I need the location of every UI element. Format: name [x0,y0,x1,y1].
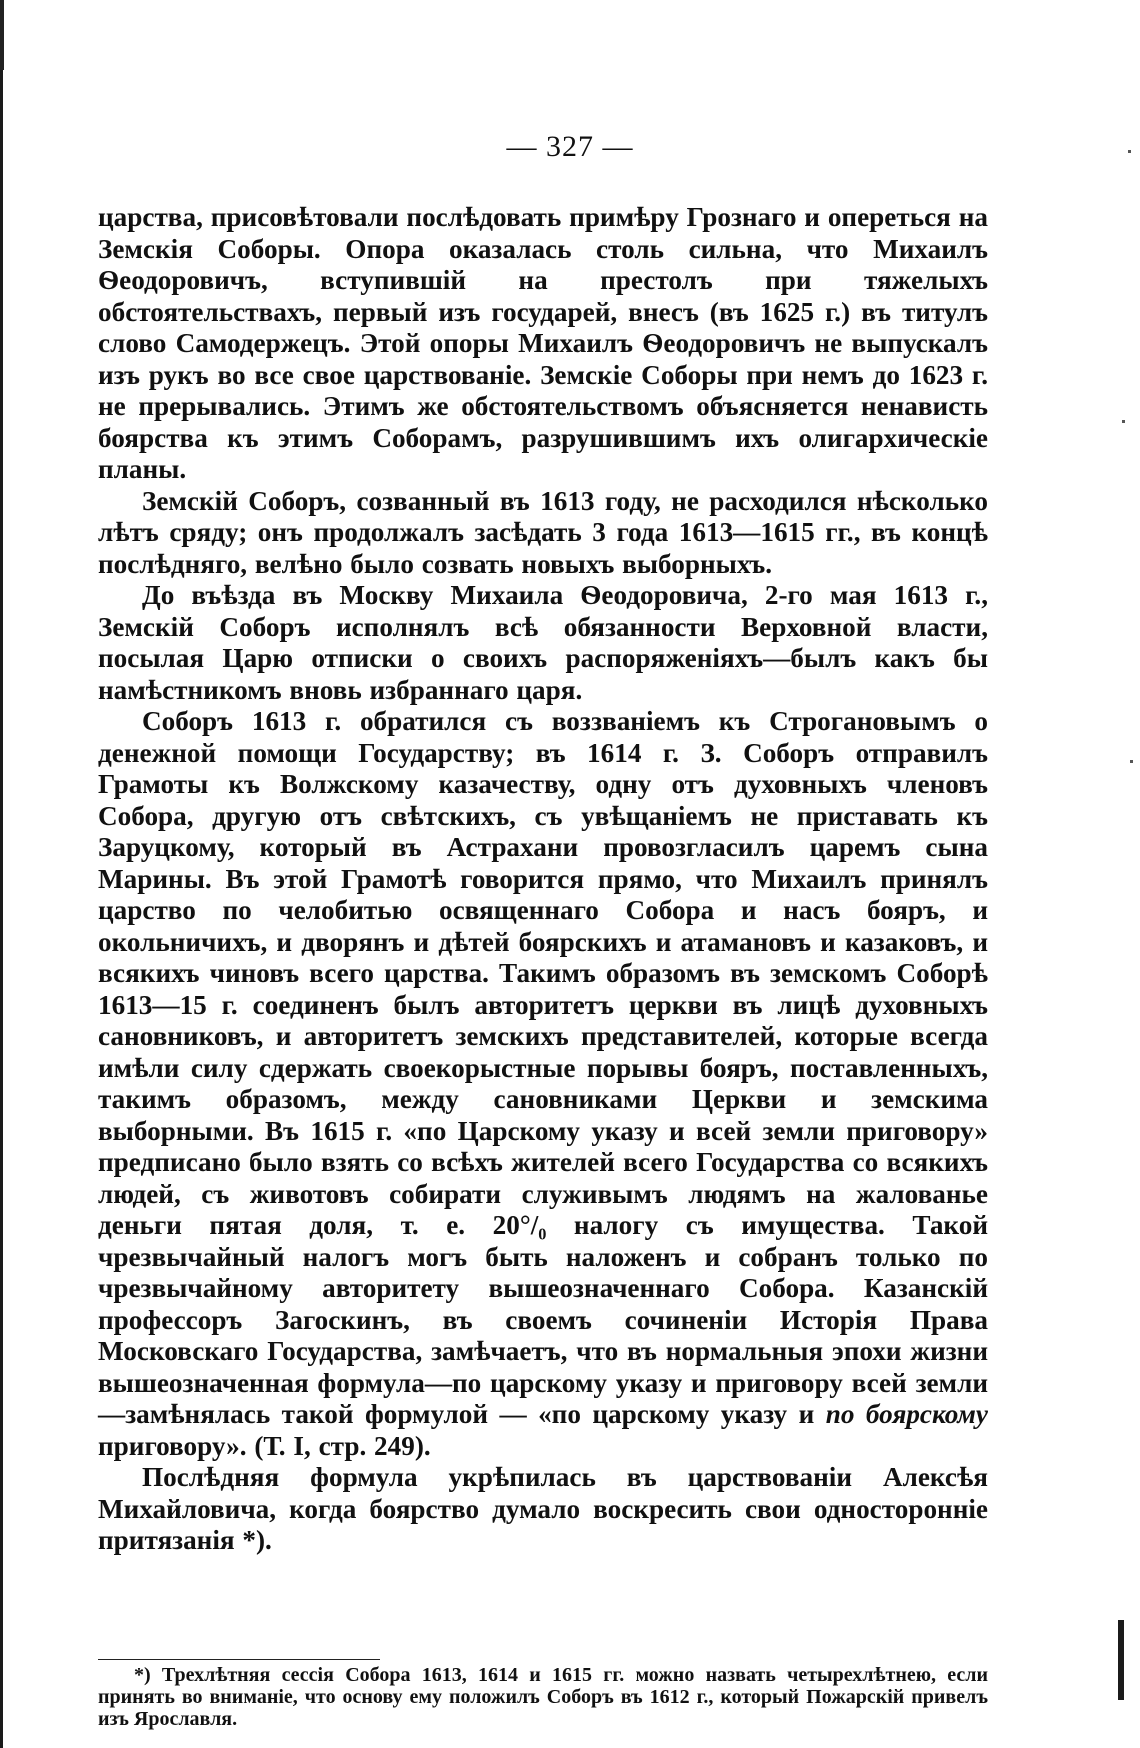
footnote-mark: *) [134,1664,151,1686]
main-text [98,202,988,1557]
paragraph-4-tail: приговору». (Т. I, стр. 249). [98,1430,431,1461]
page-number: — 327 — [506,130,634,163]
paragraph-2: Земскій Соборъ, созванный въ 1613 году, не расходился нѣсколько лѣтъ сряду; онъ продолжалъ засѣдать 3 года 1613—1615 гг., въ концѣ послѣдняго, велѣно было созвать новыхъ выборныхъ. [98,485,988,579]
footnote-divider [98,1659,380,1660]
scan-speck [1128,150,1131,153]
footnote [98,1664,988,1730]
paragraph-4 [98,706,988,1462]
paragraph-3: До въѣзда въ Москву Михаила Ѳеодоровича, 2-го мая 1613 г., Земскій Соборъ исполнялъ всѣ обязанности Верховной власти, посылая Царю отписки о своихъ распоряженіяхъ—былъ какъ бы намѣстникомъ вновь избраннаго царя. [98,580,988,705]
scan-speck [1130,760,1133,763]
scan-left-edge [0,0,3,1748]
scan-right-edge-mark [1118,1620,1124,1700]
scan-speck [1122,420,1125,423]
paragraph-5: Послѣдняя формула укрѣпилась въ царствованіи Алексѣя Михайловича, когда боярство думало воскресить свои односторонніе притязанія *). [98,1462,988,1555]
paragraph-4-text: Соборъ 1613 г. обратился съ воззваніемъ къ Строгановымъ о денежной помощи Государству; въ 1614 г. З. Соборъ отправилъ Грамоты къ Волжскому казачеству, одну отъ духовныхъ членовъ Собора, другую отъ свѣтскихъ, съ увѣщаніемъ не приставать къ Заруцкому, который въ Астрахани провозгласилъ царемъ сына Марины. Въ этой Грамотѣ говорится прямо, что Михаилъ принялъ царство по челобитью освященнаго Собора и насъ бояръ, и окольничихъ, и дворянъ и дѣтей боярскихъ и атамановъ и казаковъ, и всякихъ чиновъ всего царства. Такимъ образомъ въ земскомъ Соборѣ 1613—15 г. соединенъ былъ авторитетъ церкви въ лицѣ духовныхъ сановниковъ, и авторитетъ земскихъ представителей, которые всегда имѣли силу сдержать своекорыстные порывы бояръ, поставленныхъ, такимъ образомъ, между сановниками Церкви и земскима выборными. Въ 1615 г. «по Царскому указу и всей земли приговору» предписано было взять со всѣхъ жителей всего Государства со всякихъ людей, съ животовъ собирати служивымъ людямъ на жалованье деньги пятая доля, т. е. 20°/₀ налогу съ имущества. Такой чрезвычайный налогъ могъ быть наложенъ и собранъ только по чрезвычайному авторитету вышеозначеннаго Собора. Казанскій профессоръ Загоскинъ, въ своемъ сочиненіи Исторія Права Московскаго Государства, замѣчаетъ, что въ нормальныя эпохи жизни вышеозначенная формула—по царскому указу и приговору всей земли—замѣнялась такой формулой — «по царскому указу и [98,706,988,1429]
scan-left-edge-top [0,0,10,70]
footnote-text: Трехлѣтняя сессія Собора 1613, 1614 и 1615 гг. можно назвать четырехлѣтнею, если принять во вниманіе, что основу ему положилъ Соборъ въ 1612 г., который Пожарскій привелъ изъ Ярославля. [98,1664,988,1730]
paragraph-4-emphasis: по боярскому [825,1399,988,1429]
paragraph-1: царства, присовѣтовали послѣдовать примѣру Грознаго и опереться на Земскія Соборы. Опора оказалась столь сильна, что Михаилъ Ѳеодоровичъ, вступившій на престолъ при тяжелыхъ обстоятельствахъ, первый изъ государей, внесъ (въ 1625 г.) въ титулъ слово Самодержецъ. Этой опоры Михаилъ Ѳеодоровичъ не выпускалъ изъ рукъ во все свое царствованіе. Земскіе Соборы при немъ до 1623 г. не прерывались. Этимъ же обстоятельствомъ объясняется ненависть боярства къ этимъ Соборамъ, разрушившимъ ихъ олигархическіе планы. [98,202,988,484]
